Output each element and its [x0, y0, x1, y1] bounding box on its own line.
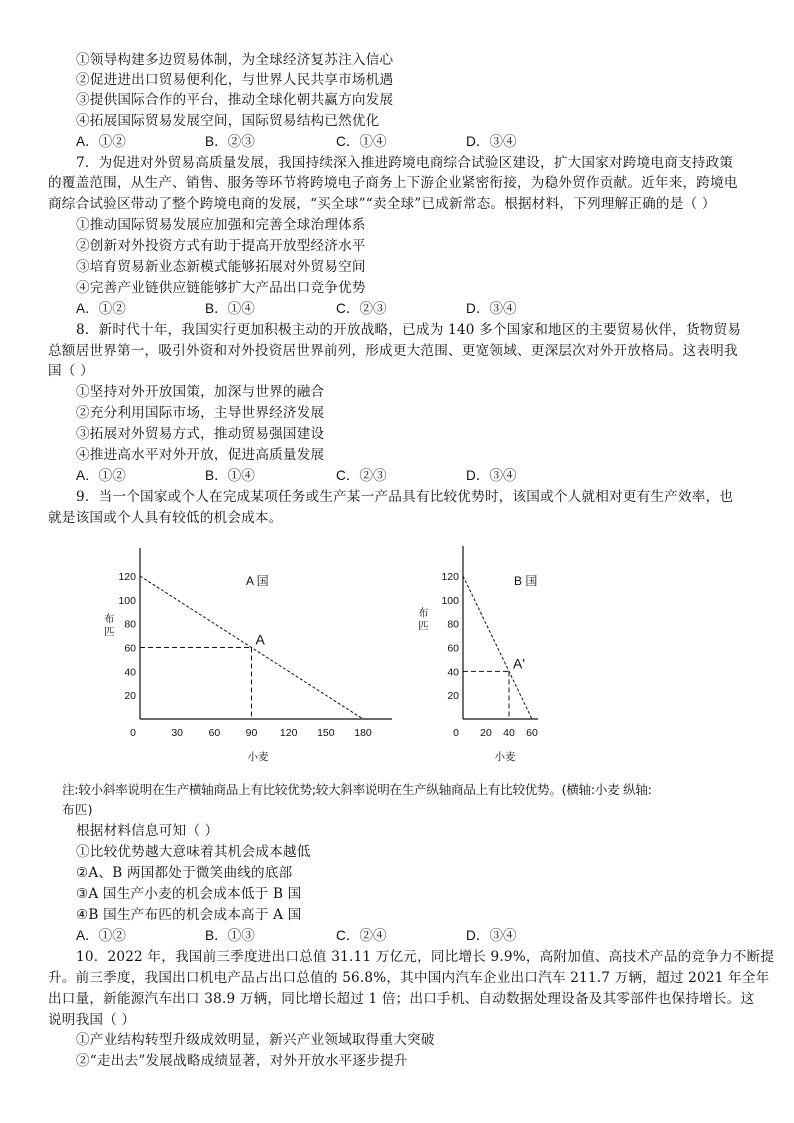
- q7-item-2: ②创新对外投资方式有助于提高开放型经济水平: [76, 238, 366, 254]
- q8-option-b: B．①④: [205, 468, 255, 483]
- q7-option-b: B．①④: [205, 301, 255, 316]
- chart-a-title: A 国: [246, 574, 269, 588]
- q9-stem-2: 就是该国或个人具有较低的机会成本。: [48, 510, 283, 526]
- q6-option-b: B．②③: [205, 134, 255, 149]
- chart-a-x-tick-label: 150: [317, 727, 335, 739]
- q10-stem-1: 10．2022 年，我国前三季度进出口总值 31.11 万亿元，同比增长 9.9%，高附加值、高技术产品的竞争力不断提: [76, 949, 775, 965]
- chart-b-y-tick-label: 60: [447, 642, 459, 655]
- chart-b-x-tick-label: 20: [480, 727, 492, 739]
- q8-stem-2: 总额居世界第一，吸引外资和对外投资居世界前列，形成更大范围、更宽领域、更深层次对外开放格局。这表明我: [48, 343, 738, 359]
- q10-stem-4: 说明我国（ ）: [48, 1012, 136, 1028]
- q7-item-3: ③培育贸易新业态新模式能够拓展对外贸易空间: [76, 259, 366, 275]
- q8-item-1: ①坚持对外开放国策，加深与世界的融合: [76, 384, 325, 400]
- q10-stem-2: 升。前三季度，我国出口机电产品占出口总值的 56.8%，其中国内汽车企业出口汽车 211.7 万辆，超过 2021 年全年: [48, 970, 770, 986]
- chart-a-x-label: 小麦: [247, 751, 269, 763]
- chart-b-y-tick-label: 40: [447, 666, 459, 679]
- q6-item-3: ③提供国际合作的平台，推动全球化朝共赢方向发展: [76, 92, 394, 108]
- q9-option-b: B．①③: [205, 928, 255, 943]
- chart-country-b: [410, 540, 560, 770]
- chart-a-point-label: A: [255, 631, 265, 648]
- q9-ask: 根据材料信息可知（ ）: [76, 823, 219, 839]
- chart-b-x-label: 小麦: [494, 751, 516, 763]
- chart-b-title: B 国: [514, 574, 538, 588]
- q9-item-4: ④B 国生产布匹的机会成本高于 A 国: [76, 907, 302, 923]
- chart-b-y-tick-label: 120: [441, 571, 459, 583]
- q6-option-c: C．①④: [336, 134, 387, 149]
- q8-item-2: ②充分利用国际市场，主导世界经济发展: [76, 405, 325, 421]
- q6-option-a: A．①②: [76, 134, 126, 149]
- chart-country-a: [100, 540, 400, 770]
- q7-stem-2: 的覆盖范围，从生产、销售、服务等环节将跨境电子商务上下游企业紧密衔接，为稳外贸作贡献。近年来，跨境电: [48, 175, 738, 191]
- chart-b-ppf-line: [463, 576, 532, 719]
- q9-item-2: ②A、B 两国都处于微笑曲线的底部: [76, 865, 293, 881]
- q8-stem-3: 国（ ）: [48, 363, 94, 379]
- chart-a-x-tick-label: 30: [171, 727, 184, 739]
- q6-option-d: D．③④: [466, 134, 517, 149]
- q7-stem-3: 商综合试验区带动了整个跨境电商的发展，“买全球”“卖全球”已成新常态。根据材料，下列理解正确的是（ ）: [48, 196, 716, 212]
- chart-a-y-tick-label: 20: [124, 690, 136, 703]
- q10-item-1: ①产业结构转型升级成效明显，新兴产业领域取得重大突破: [76, 1032, 435, 1048]
- chart-b-y-tick-label: 80: [447, 618, 459, 631]
- chart-b-y-label: 布匹: [418, 607, 429, 632]
- chart-b-point-label: A': [513, 655, 526, 672]
- q8-stem-1: 8．新时代十年，我国实行更加积极主动的开放战略，已成为 140 多个国家和地区的主要贸易伙伴，货物贸易: [76, 322, 742, 338]
- chart-a-y-tick-label: 100: [118, 594, 136, 607]
- chart-a-y-tick-label: 40: [124, 666, 136, 679]
- q7-option-d: D．③④: [466, 301, 517, 316]
- q9-note-2: 布匹): [62, 802, 93, 817]
- q8-option-d: D．③④: [466, 468, 517, 483]
- q8-item-4: ④推进高水平对外开放，促进高质量发展: [76, 447, 325, 463]
- chart-a-y-tick-label: 60: [124, 642, 136, 655]
- q10-stem-3: 出口量，新能源汽车出口 38.9 万辆，同比增长超过 1 倍；出口手机、自动数据处理设备及其零部件也保持增长。这: [48, 991, 755, 1007]
- chart-a-y-label: 布匹: [104, 613, 115, 638]
- q6-item-4: ④拓展国际贸易发展空间，国际贸易结构已然优化: [76, 113, 380, 129]
- q9-item-3: ③A 国生产小麦的机会成本低于 B 国: [76, 886, 302, 902]
- chart-a-x-tick-label: 0: [130, 727, 136, 739]
- chart-b-x-tick-label: 40: [503, 727, 515, 739]
- chart-a-y-tick-label: 80: [124, 618, 136, 631]
- q7-option-c: C．②③: [336, 301, 387, 316]
- q9-option-d: D．③④: [466, 928, 517, 943]
- q9-item-1: ①比较优势越大意味着其机会成本越低: [76, 844, 311, 860]
- q9-option-c: C．②④: [336, 928, 387, 943]
- chart-a-x-tick-label: 180: [354, 727, 372, 739]
- q9-stem-1: 9．当一个国家或个人在完成某项任务或生产某一产品具有比较优势时，该国或个人就相对更有生产效率，也: [76, 489, 734, 505]
- q7-item-1: ①推动国际贸易发展应加强和完善全球治理体系: [76, 217, 366, 233]
- q10-item-2: ②“走出去”发展战略成绩显著，对外开放水平逐步提升: [76, 1053, 408, 1069]
- chart-a-y-tick-label: 120: [118, 571, 136, 583]
- chart-b-y-tick-label: 20: [447, 690, 459, 703]
- q8-item-3: ③拓展对外贸易方式，推动贸易强国建设: [76, 426, 325, 442]
- q7-item-4: ④完善产业链供应链能够扩大产品出口竞争优势: [76, 280, 366, 296]
- chart-a-x-tick-label: 90: [245, 727, 258, 739]
- q9-option-a: A．①②: [76, 928, 126, 943]
- q6-item-1: ①领导构建多边贸易体制，为全球经济复苏注入信心: [76, 52, 394, 68]
- q8-option-a: A．①②: [76, 468, 126, 483]
- chart-b-x-tick-label: 60: [526, 727, 538, 739]
- q7-stem-1: 7．为促进对外贸易高质量发展，我国持续深入推进跨境电商综合试验区建设，扩大国家对跨境电商支持政策: [76, 155, 734, 171]
- q6-item-2: ②促进进出口贸易便利化，与世界人民共享市场机遇: [76, 72, 394, 88]
- chart-b-x-tick-label: 0: [453, 727, 459, 739]
- chart-a-x-tick-label: 60: [208, 727, 221, 739]
- chart-a-x-tick-label: 120: [279, 727, 298, 739]
- chart-b-y-tick-label: 100: [441, 594, 459, 607]
- q8-option-c: C．②③: [336, 468, 387, 483]
- q7-option-a: A．①②: [76, 301, 126, 316]
- q9-note-1: 注:较小斜率说明在生产横轴商品上有比较优势;较大斜率说明在生产纵轴商品上有比较优势。(横轴:小麦 纵轴:: [62, 782, 652, 797]
